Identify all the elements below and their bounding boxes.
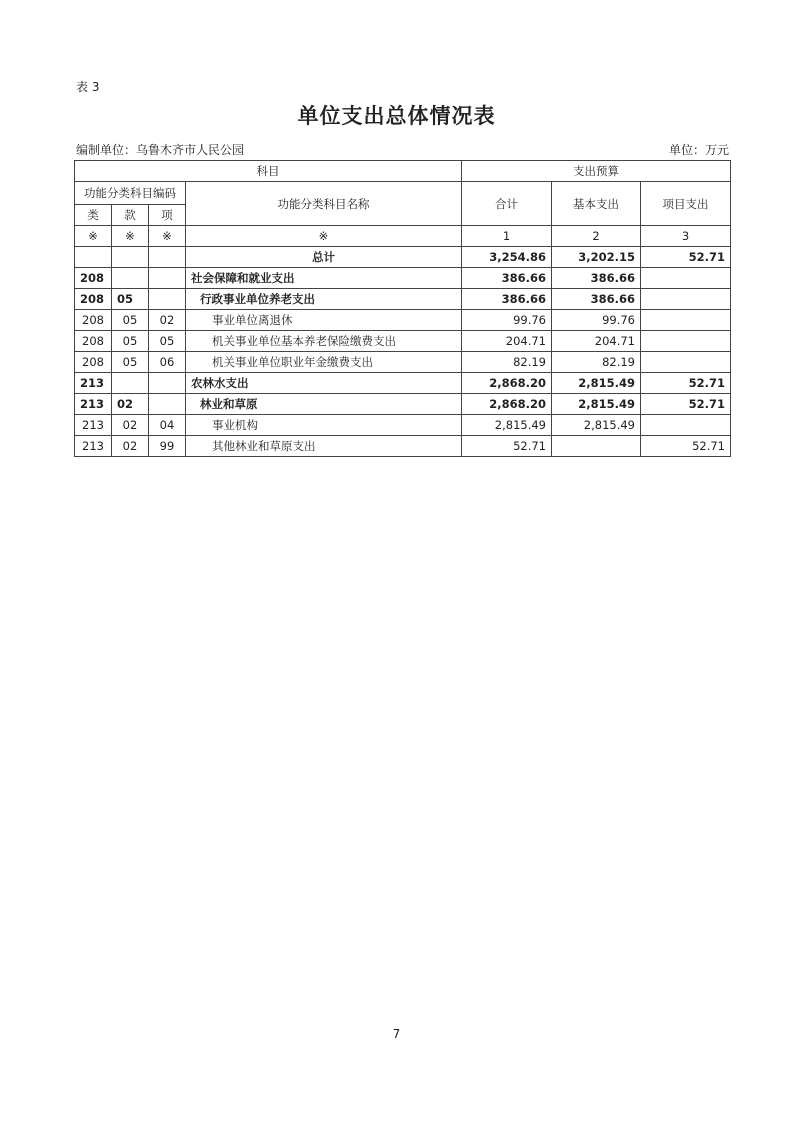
expenditure-table [74, 160, 731, 457]
xiang-code-cell: 99 [149, 436, 186, 457]
page-title: 单位支出总体情况表 [297, 104, 496, 128]
basic-amount-cell [552, 436, 641, 457]
subject-header: 科目 [75, 161, 462, 182]
kuan-code-cell [112, 373, 149, 394]
table-row [75, 415, 731, 436]
subject-name-cell: 事业机构 [186, 415, 462, 436]
kuan-code-cell: 05 [112, 331, 149, 352]
subject-name-cell: 机关事业单位职业年金缴费支出 [186, 352, 462, 373]
total-amount-cell: 2,868.20 [462, 373, 552, 394]
lei-code-cell: 213 [75, 415, 112, 436]
table-row [75, 310, 731, 331]
subject-name-cell: 农林水支出 [186, 373, 462, 394]
lei-code-cell: 208 [75, 289, 112, 310]
project-amount-cell [641, 289, 731, 310]
basic-amount-cell: 2,815.49 [552, 415, 641, 436]
xiang-code-cell: 02 [149, 310, 186, 331]
page-number: 7 [392, 1027, 401, 1041]
xiang-header: 项 [149, 205, 186, 226]
subject-name-cell: 社会保障和就业支出 [186, 268, 462, 289]
table-row [75, 352, 731, 373]
subject-name-header: 功能分类科目名称 [186, 182, 462, 226]
total-amount-cell: 204.71 [462, 331, 552, 352]
total-header: 合计 [462, 182, 552, 226]
lei-code-cell: 208 [75, 268, 112, 289]
subject-name-cell: 林业和草原 [186, 394, 462, 415]
kuan-code-cell: 02 [112, 436, 149, 457]
grand-total-project: 52.71 [641, 247, 731, 268]
xiang-code-cell: 04 [149, 415, 186, 436]
basic-amount-cell: 2,815.49 [552, 373, 641, 394]
compiling-unit: 编制单位：乌鲁木齐市人民公园 [76, 143, 245, 157]
total-amount-cell: 82.19 [462, 352, 552, 373]
project-amount-cell [641, 415, 731, 436]
kuan-code-cell: 02 [112, 415, 149, 436]
mark-cell: ※ [186, 226, 462, 247]
table-number-label: 表 3 [76, 80, 100, 94]
kuan-code-cell: 05 [112, 310, 149, 331]
basic-amount-cell: 204.71 [552, 331, 641, 352]
table-row [75, 289, 731, 310]
lei-header: 类 [75, 205, 112, 226]
basic-amount-cell: 82.19 [552, 352, 641, 373]
kuan-code-cell: 05 [112, 352, 149, 373]
basic-amount-cell: 386.66 [552, 289, 641, 310]
total-amount-cell: 2,868.20 [462, 394, 552, 415]
kuan-header: 款 [112, 205, 149, 226]
xiang-code-cell [149, 373, 186, 394]
lei-code-cell: 213 [75, 436, 112, 457]
xiang-code-cell: 05 [149, 331, 186, 352]
lei-code-cell: 208 [75, 310, 112, 331]
project-amount-cell [641, 331, 731, 352]
table-row [75, 394, 731, 415]
subject-name-cell: 机关事业单位基本养老保险缴费支出 [186, 331, 462, 352]
table-row [75, 436, 731, 457]
xiang-code-cell [149, 268, 186, 289]
budget-header: 支出预算 [462, 161, 731, 182]
project-amount-cell: 52.71 [641, 436, 731, 457]
kuan-code-cell: 02 [112, 394, 149, 415]
total-amount-cell: 386.66 [462, 268, 552, 289]
basic-amount-cell: 386.66 [552, 268, 641, 289]
basic-header: 基本支出 [552, 182, 641, 226]
table-row [75, 373, 731, 394]
lei-code-cell: 208 [75, 331, 112, 352]
mark-cell: ※ [75, 226, 112, 247]
lei-code-cell: 213 [75, 373, 112, 394]
mark-cell: ※ [112, 226, 149, 247]
grand-total-label: 总计 [186, 247, 462, 268]
code-group-header: 功能分类科目编码 [75, 182, 186, 205]
lei-code-cell: 213 [75, 394, 112, 415]
kuan-code-cell: 05 [112, 289, 149, 310]
subject-name-cell: 其他林业和草原支出 [186, 436, 462, 457]
project-header: 项目支出 [641, 182, 731, 226]
column-index-project: 3 [641, 226, 731, 247]
total-amount-cell: 2,815.49 [462, 415, 552, 436]
basic-amount-cell: 99.76 [552, 310, 641, 331]
subject-name-cell: 行政事业单位养老支出 [186, 289, 462, 310]
project-amount-cell: 52.71 [641, 373, 731, 394]
mark-cell: ※ [149, 226, 186, 247]
table-row [75, 331, 731, 352]
project-amount-cell [641, 268, 731, 289]
column-index-total: 1 [462, 226, 552, 247]
column-index-basic: 2 [552, 226, 641, 247]
table-row [75, 268, 731, 289]
kuan-code-cell [112, 268, 149, 289]
grand-total-row [75, 247, 731, 268]
currency-unit: 单位：万元 [668, 143, 729, 157]
grand-total-basic: 3,202.15 [552, 247, 641, 268]
total-amount-cell: 52.71 [462, 436, 552, 457]
grand-total-sum: 3,254.86 [462, 247, 552, 268]
subject-name-cell: 事业单位离退休 [186, 310, 462, 331]
basic-amount-cell: 2,815.49 [552, 394, 641, 415]
xiang-code-cell: 06 [149, 352, 186, 373]
project-amount-cell: 52.71 [641, 394, 731, 415]
total-amount-cell: 99.76 [462, 310, 552, 331]
project-amount-cell [641, 352, 731, 373]
lei-code-cell: 208 [75, 352, 112, 373]
xiang-code-cell [149, 394, 186, 415]
xiang-code-cell [149, 289, 186, 310]
total-amount-cell: 386.66 [462, 289, 552, 310]
project-amount-cell [641, 310, 731, 331]
